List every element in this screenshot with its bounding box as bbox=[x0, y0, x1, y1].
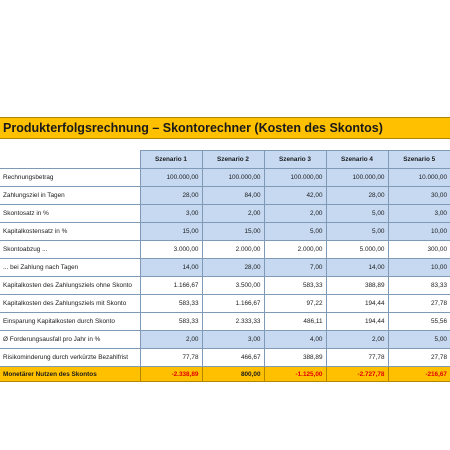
row-label: Kapitalkosten des Zahlungsziels ohne Skonto bbox=[0, 277, 140, 295]
total-value-cell[interactable]: -216,67 bbox=[388, 367, 450, 382]
header-scenario-3[interactable]: Szenario 3 bbox=[264, 151, 326, 169]
total-value-cell[interactable]: -2.338,89 bbox=[140, 367, 202, 382]
total-label: Monetärer Nutzen des Skontos bbox=[0, 367, 140, 382]
value-cell[interactable]: 28,00 bbox=[326, 187, 388, 205]
spacer-row bbox=[0, 139, 450, 150]
value-cell[interactable]: 15,00 bbox=[140, 223, 202, 241]
value-cell[interactable]: 100.000,00 bbox=[202, 169, 264, 187]
row-label: Kapitalkosten des Zahlungsziels mit Skonto bbox=[0, 295, 140, 313]
table-row bbox=[0, 259, 450, 277]
row-label: Risikominderung durch verkürzte Bezahlfrist bbox=[0, 349, 140, 367]
value-cell[interactable]: 14,00 bbox=[140, 259, 202, 277]
header-scenario-5[interactable]: Szenario 5 bbox=[388, 151, 450, 169]
value-cell[interactable]: 3,00 bbox=[202, 331, 264, 349]
value-cell[interactable]: 486,11 bbox=[264, 313, 326, 331]
table-row bbox=[0, 349, 450, 367]
value-cell[interactable]: 10.000,00 bbox=[388, 169, 450, 187]
value-cell[interactable]: 84,00 bbox=[202, 187, 264, 205]
value-cell[interactable]: 3,00 bbox=[388, 205, 450, 223]
value-cell[interactable]: 2.000,00 bbox=[202, 241, 264, 259]
value-cell[interactable]: 15,00 bbox=[202, 223, 264, 241]
row-label: Einsparung Kapitalkosten durch Skonto bbox=[0, 313, 140, 331]
row-label: Zahlungsziel in Tagen bbox=[0, 187, 140, 205]
value-cell[interactable]: 2,00 bbox=[264, 205, 326, 223]
value-cell[interactable]: 3,00 bbox=[140, 205, 202, 223]
table-row bbox=[0, 313, 450, 331]
header-row bbox=[0, 151, 450, 169]
header-scenario-4[interactable]: Szenario 4 bbox=[326, 151, 388, 169]
value-cell[interactable]: 28,00 bbox=[202, 259, 264, 277]
total-value-cell[interactable]: 800,00 bbox=[202, 367, 264, 382]
value-cell[interactable]: 7,00 bbox=[264, 259, 326, 277]
value-cell[interactable]: 55,56 bbox=[388, 313, 450, 331]
table-row bbox=[0, 241, 450, 259]
table-row bbox=[0, 187, 450, 205]
table-row bbox=[0, 277, 450, 295]
row-label: ... bei Zahlung nach Tagen bbox=[0, 259, 140, 277]
row-label: Rechnungsbetrag bbox=[0, 169, 140, 187]
value-cell[interactable]: 388,89 bbox=[326, 277, 388, 295]
value-cell[interactable]: 2,00 bbox=[140, 331, 202, 349]
value-cell[interactable]: 2.000,00 bbox=[264, 241, 326, 259]
value-cell[interactable]: 100.000,00 bbox=[140, 169, 202, 187]
value-cell[interactable]: 2.333,33 bbox=[202, 313, 264, 331]
value-cell[interactable]: 194,44 bbox=[326, 295, 388, 313]
table-row bbox=[0, 331, 450, 349]
value-cell[interactable]: 42,00 bbox=[264, 187, 326, 205]
value-cell[interactable]: 97,22 bbox=[264, 295, 326, 313]
total-value-cell[interactable]: -1.125,00 bbox=[264, 367, 326, 382]
value-cell[interactable]: 28,00 bbox=[140, 187, 202, 205]
value-cell[interactable]: 5,00 bbox=[264, 223, 326, 241]
header-scenario-2[interactable]: Szenario 2 bbox=[202, 151, 264, 169]
value-cell[interactable]: 3.000,00 bbox=[140, 241, 202, 259]
header-blank-cell bbox=[0, 151, 140, 169]
value-cell[interactable]: 194,44 bbox=[326, 313, 388, 331]
row-label: Skontosatz in % bbox=[0, 205, 140, 223]
value-cell[interactable]: 30,00 bbox=[388, 187, 450, 205]
value-cell[interactable]: 5,00 bbox=[388, 331, 450, 349]
value-cell[interactable]: 77,78 bbox=[326, 349, 388, 367]
value-cell[interactable]: 83,33 bbox=[388, 277, 450, 295]
value-cell[interactable]: 5.000,00 bbox=[326, 241, 388, 259]
header-scenario-1[interactable]: Szenario 1 bbox=[140, 151, 202, 169]
value-cell[interactable]: 4,00 bbox=[264, 331, 326, 349]
table-row bbox=[0, 295, 450, 313]
value-cell[interactable]: 5,00 bbox=[326, 205, 388, 223]
total-value-cell[interactable]: -2.727,78 bbox=[326, 367, 388, 382]
table-row bbox=[0, 223, 450, 241]
value-cell[interactable]: 583,33 bbox=[264, 277, 326, 295]
value-cell[interactable]: 1.166,67 bbox=[202, 295, 264, 313]
value-cell[interactable]: 3.500,00 bbox=[202, 277, 264, 295]
value-cell[interactable]: 1.166,67 bbox=[140, 277, 202, 295]
value-cell[interactable]: 5,00 bbox=[326, 223, 388, 241]
value-cell[interactable]: 300,00 bbox=[388, 241, 450, 259]
value-cell[interactable]: 77,78 bbox=[140, 349, 202, 367]
value-cell[interactable]: 10,00 bbox=[388, 259, 450, 277]
value-cell[interactable]: 14,00 bbox=[326, 259, 388, 277]
row-label: Ø Forderungsausfall pro Jahr in % bbox=[0, 331, 140, 349]
value-cell[interactable]: 466,67 bbox=[202, 349, 264, 367]
value-cell[interactable]: 2,00 bbox=[326, 331, 388, 349]
sheet-title: Produkterfolgsrechnung – Skontorechner (Kosten des Skontos) bbox=[0, 117, 450, 139]
spreadsheet bbox=[0, 117, 450, 382]
table-row bbox=[0, 169, 450, 187]
value-cell[interactable]: 100.000,00 bbox=[326, 169, 388, 187]
value-cell[interactable]: 388,89 bbox=[264, 349, 326, 367]
table-row bbox=[0, 205, 450, 223]
value-cell[interactable]: 100.000,00 bbox=[264, 169, 326, 187]
value-cell[interactable]: 27,78 bbox=[388, 295, 450, 313]
value-cell[interactable]: 10,00 bbox=[388, 223, 450, 241]
value-cell[interactable]: 583,33 bbox=[140, 295, 202, 313]
skonto-table bbox=[0, 150, 450, 382]
value-cell[interactable]: 2,00 bbox=[202, 205, 264, 223]
value-cell[interactable]: 27,78 bbox=[388, 349, 450, 367]
total-row bbox=[0, 367, 450, 382]
row-label: Skontoabzug ... bbox=[0, 241, 140, 259]
row-label: Kapitalkostensatz in % bbox=[0, 223, 140, 241]
value-cell[interactable]: 583,33 bbox=[140, 313, 202, 331]
